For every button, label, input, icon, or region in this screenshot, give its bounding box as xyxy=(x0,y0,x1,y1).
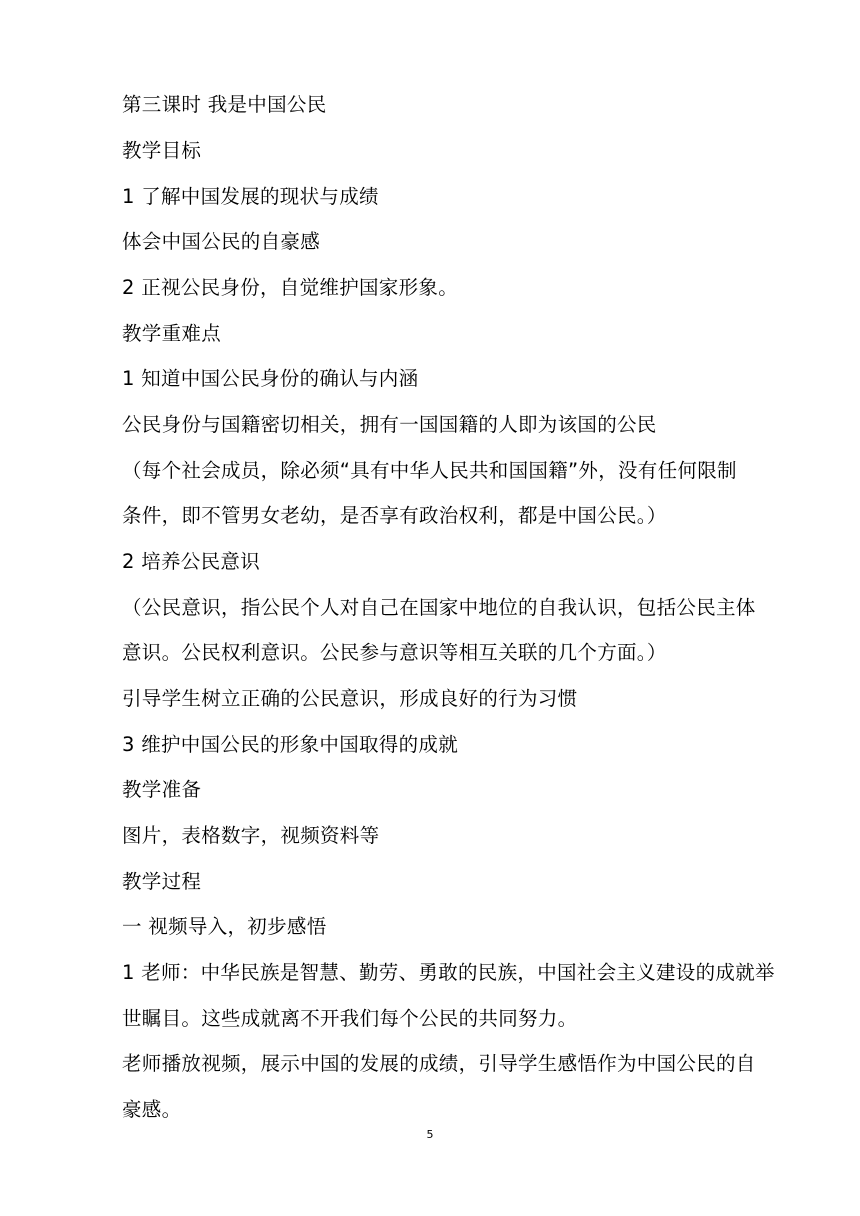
text-line: 1 知道中国公民身份的确认与内涵 xyxy=(122,367,419,390)
page-number: 5 xyxy=(426,1128,434,1141)
text-line: 2 正视公民身份，自觉维护国家形象。 xyxy=(122,276,459,299)
text-line: 图片，表格数字，视频资料等 xyxy=(122,824,380,847)
text-line: 1 老师：中华民族是智慧、勤劳、勇敢的民族，中国社会主义建设的成就举 xyxy=(122,961,775,984)
text-line: 公民身份与国籍密切相关，拥有一国国籍的人即为该国的公民 xyxy=(122,413,657,436)
section-heading-process: 教学过程 xyxy=(122,870,202,893)
text-line: （公民意识，指公民个人对自己在国家中地位的自我认识，包括公民主体 xyxy=(122,596,756,619)
text-line: 意识。公民权利意识。公民参与意识等相互关联的几个方面。） xyxy=(122,641,667,664)
text-line: 1 了解中国发展的现状与成绩 xyxy=(122,185,379,208)
section-heading-objectives: 教学目标 xyxy=(122,139,202,162)
text-line: 2 培养公民意识 xyxy=(122,550,261,573)
text-line: 引导学生树立正确的公民意识，形成良好的行为习惯 xyxy=(122,687,578,710)
text-line: 3 维护中国公民的形象中国取得的成就 xyxy=(122,733,459,756)
text-line: 世瞩目。这些成就离不开我们每个公民的共同努力。 xyxy=(122,1007,578,1030)
lesson-title: 第三课时 我是中国公民 xyxy=(122,93,327,116)
text-line: （每个社会成员，除必须“具有中华人民共和国国籍”外，没有任何限制 xyxy=(122,459,737,482)
text-line: 豪感。 xyxy=(122,1098,182,1121)
section-heading-key-points: 教学重难点 xyxy=(122,322,222,345)
text-line: 条件，即不管男女老幼，是否享有政治权利，都是中国公民。） xyxy=(122,504,667,527)
text-line: 老师播放视频，展示中国的发展的成绩，引导学生感悟作为中国公民的自 xyxy=(122,1052,756,1075)
text-line: 体会中国公民的自豪感 xyxy=(122,230,321,253)
text-line: 一 视频导入，初步感悟 xyxy=(122,915,327,938)
section-heading-preparation: 教学准备 xyxy=(122,778,202,801)
